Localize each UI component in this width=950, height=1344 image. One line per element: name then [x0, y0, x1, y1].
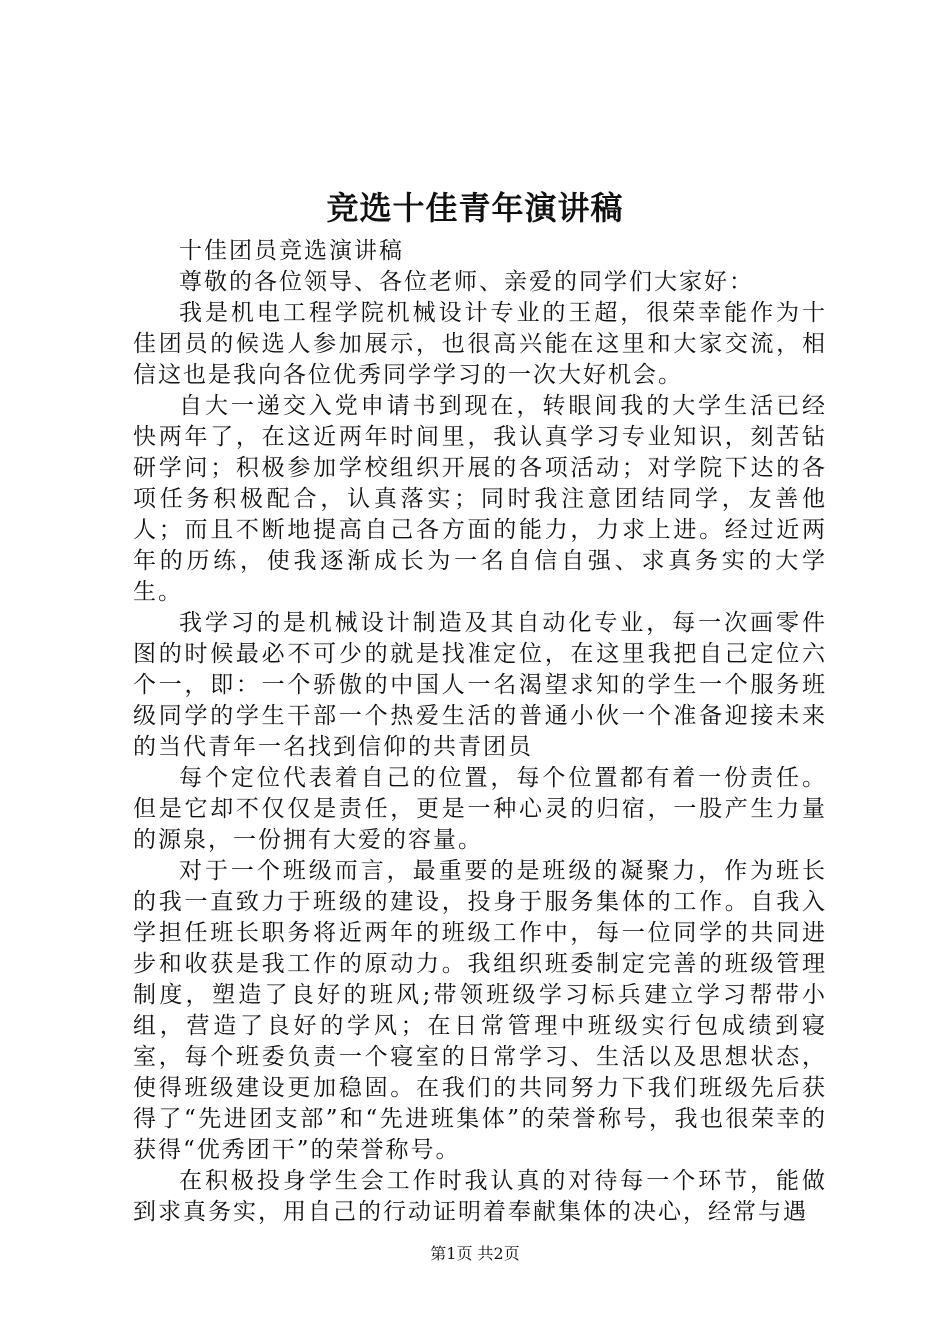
page-number-footer: 第1页 共2页 — [430, 1244, 520, 1263]
paragraph: 对于一个班级而言，最重要的是班级的凝聚力，作为班长的我一直致力于班级的建设，投身于服务集体的工作。自我入学担任班长职务将近两年的班级工作中，每一位同学的共同进步和收获是我工作的原动力。我组织班委制定完善的班级管理制度，塑造了良好的班风;带领班级学习标兵建立学习帮带小组，营造了良好的学风；在日常管理中班级实行包成绩到寝室，每个班委负责一个寝室的日常学习、生活以及思想状态，使得班级建设更加稳固。在我们的共同努力下我们班级先后获得了“先进团支部”和“先进班集体”的荣誉称号，我也很荣幸的获得“优秀团干”的荣誉称号。 — [133, 858, 827, 1163]
document-title: 竞选十佳青年演讲稿 — [326, 189, 624, 227]
document-body — [133, 236, 827, 1228]
paragraph: 尊敬的各位领导、各位老师、亲爱的同学们大家好： — [179, 269, 754, 295]
paragraph: 自大一递交入党申请书到现在，转眼间我的大学生活已经快两年了，在这近两年时间里，我认真学习专业知识，刻苦钻研学问；积极参加学校组织开展的各项活动；对学院下达的各项任务积极配合，认真落实；同时我注意团结同学，友善他人；而且不断地提高自己各方面的能力，力求上进。经过近两年的历练，使我逐渐成长为一名自信自强、求真务实的大学生。 — [133, 393, 827, 605]
paragraph: 我学习的是机械设计制造及其自动化专业，每一次画零件图的时候最必不可少的就是找准定位，在这里我把自己定位六个一，即：一个骄傲的中国人一名渴望求知的学生一个服务班级同学的学生干部一个热爱生活的普通小伙一个准备迎接未来的当代青年一名找到信仰的共青团员 — [133, 610, 827, 760]
paragraph: 在积极投身学生会工作时我认真的对待每一个环节，能做到求真务实，用自己的行动证明着奉献集体的决心，经常与遇 — [133, 1168, 827, 1225]
paragraph: 每个定位代表着自己的位置，每个位置都有着一份责任。但是它却不仅仅是责任，更是一种心灵的归宿，一股产生力量的源泉，一份拥有大爱的容量。 — [133, 765, 827, 853]
paragraph: 十佳团员竞选演讲稿 — [179, 238, 404, 264]
paragraph: 我是机电工程学院机械设计专业的王超，很荣幸能作为十佳团员的候选人参加展示，也很高兴能在这里和大家交流，相信这也是我向各位优秀同学学习的一次大好机会。 — [133, 300, 827, 388]
